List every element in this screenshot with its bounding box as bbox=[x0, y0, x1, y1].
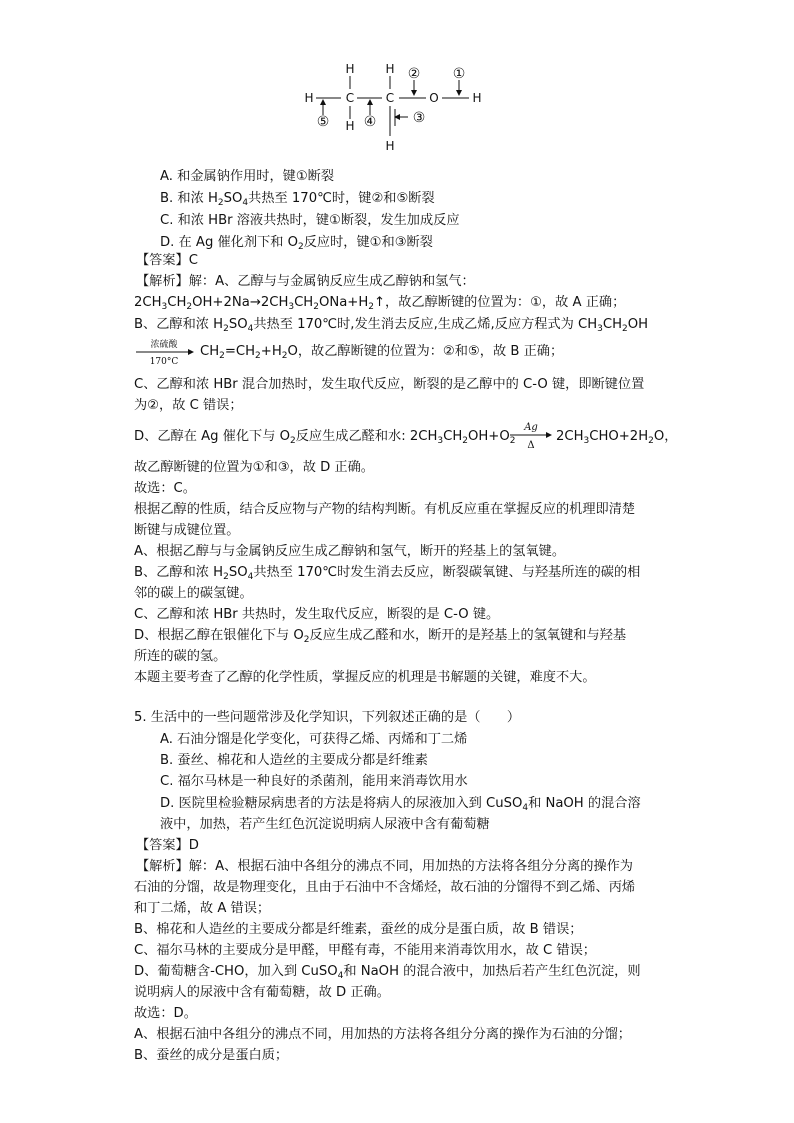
ethanol-structure bbox=[295, 58, 505, 166]
q5-analysis-l9: A、根据石油中各组分的沸点不同，用加热的方法将各组分分离的操作为石油的分馏； bbox=[134, 1027, 631, 1042]
q5-option-b: B. 蚕丝、棉花和人造丝的主要成分都是纤维素 bbox=[160, 753, 428, 768]
q4-analysis-l13: B、乙醇和浓 $H_2SO_4$共热至 170℃时发生消去反应，断裂碳氧键、与羟基所连的碳的相 bbox=[134, 565, 641, 582]
condition-bottom: 170°C bbox=[149, 357, 179, 367]
atom-h-bottom-1: H bbox=[345, 119, 355, 133]
q4-analysis-l10: 根据乙醇的性质，结合反应物与产物的结构判断。有机反应重在掌握反应的机理即清楚 bbox=[134, 502, 636, 517]
q4-option-a: A. 和金属钠作用时，键①断裂 bbox=[160, 169, 335, 184]
q4-analysis-l7: D、乙醇在 Ag 催化下与 $O_2$反应生成乙醛和水: $2CH_3CH_2OH+O_2$ bbox=[134, 429, 516, 446]
q5-option-d-line2: 液中，加热，若产生红色沉淀说明病人尿液中含有葡萄糖 bbox=[160, 817, 490, 832]
q4-option-c: C. 和浓 HBr 溶液共热时，键①断裂，发生加成反应 bbox=[160, 213, 460, 228]
q5-analysis-l1: 【解析】解：A、根据石油中各组分的沸点不同，用加热的方法将各组分分离的操作为 bbox=[136, 859, 633, 874]
atom-h-right: H bbox=[472, 91, 482, 105]
q4-analysis-l8: 故乙醇断键的位置为①和③，故 D 正确。 bbox=[134, 460, 374, 475]
q4-analysis-l4: $CH_2=CH_2+H_2O$，故乙醇断键的位置为：②和⑤，故 B 正确； bbox=[200, 344, 564, 361]
atom-h-top-2: H bbox=[385, 62, 395, 76]
ethanol-structure-diagram bbox=[295, 58, 505, 166]
q5-option-c: C. 福尔马林是一种良好的杀菌剂，能用来消毒饮用水 bbox=[160, 774, 468, 789]
q4-analysis-l17: 所连的碳的氢。 bbox=[134, 649, 227, 664]
q5-analysis-l6: D、葡萄糖含-CHO，加入到 CuSO$_4$和 NaOH 的混合液中，加热后若产生红色沉淀，则 bbox=[134, 964, 641, 981]
q4-option-b: B. 和浓 $H_2SO_4$共热至 170℃时，键②和⑤断裂 bbox=[160, 191, 435, 208]
q4-analysis-l9: 故选：C。 bbox=[134, 481, 196, 496]
bond-label-3: ③ bbox=[412, 110, 426, 126]
bond-label-1: ① bbox=[452, 66, 466, 82]
q4-analysis-l1: 【解析】解：A、乙醇与与金属钠反应生成乙醇钠和氢气： bbox=[136, 274, 475, 289]
q5-analysis-l7: 说明病人的尿液中含有葡萄糖，故 D 正确。 bbox=[134, 985, 390, 1000]
bond-label-5: ⑤ bbox=[316, 114, 330, 130]
q4-option-d: D. 在 Ag 催化剂下和 $O_2$反应时，键①和③断裂 bbox=[160, 235, 433, 252]
q5-analysis-l4: B、棉花和人造丝的主要成分都是纤维素，蚕丝的成分是蛋白质，故 B 错误； bbox=[134, 922, 583, 937]
q4-analysis-l3: B、乙醇和浓 $H_2SO_4$共热至 170℃时,发生消去反应,生成乙烯,反应方程式为 $CH_3CH_2OH$ bbox=[134, 317, 649, 334]
q4-analysis-l2: $2CH_3CH_2OH+2Na\to 2CH_3CH_2ONa+H_2↑$，故乙醇断键的位置为：①，故 A 正确； bbox=[134, 295, 626, 312]
q4-analysis-l11: 断键与成键位置。 bbox=[134, 523, 240, 538]
q5-stem: 5. 生活中的一些问题常涉及化学知识，下列叙述正确的是（ ） bbox=[134, 710, 521, 725]
q4-analysis-l5: C、乙醇和浓 HBr 混合加热时，发生取代反应，断裂的是乙醇中的 C-O 键，即断键位置 bbox=[134, 377, 645, 392]
atom-h-left: H bbox=[304, 91, 314, 105]
q4-analysis-l14: 邻的碳上的碳氢键。 bbox=[134, 586, 253, 601]
bond-label-2: ② bbox=[407, 66, 421, 82]
q4-analysis-l16: D、根据乙醇在银催化下与 $O_2$反应生成乙醛和水，断开的是羟基上的氢氧键和与羟基 bbox=[134, 628, 627, 645]
q4-analysis-l6: 为②，故 C 错误； bbox=[134, 398, 243, 413]
q5-analysis-l8: 故选：D。 bbox=[134, 1006, 197, 1021]
q5-analysis-l3: 和丁二烯，故 A 错误； bbox=[134, 901, 271, 916]
q4-analysis-l18: 本题主要考查了乙醇的化学性质，掌握反应的机理是书解题的关键，难度不大。 bbox=[134, 670, 596, 685]
q5-analysis-l10: B、蚕丝的成分是蛋白质； bbox=[134, 1048, 289, 1063]
reaction-arrow-conc-sulfuric bbox=[134, 337, 196, 369]
q5-option-a: A. 石油分馏是化学变化，可获得乙烯、丙烯和丁二烯 bbox=[160, 732, 468, 747]
q5-answer: 【答案】D bbox=[136, 838, 199, 853]
q5-analysis-l2: 石油的分馏，故是物理变化，且由于石油中不含烯烃，故石油的分馏得不到乙烯、丙烯 bbox=[134, 880, 636, 895]
q5-option-d-line1: D. 医院里检验糖尿病患者的方法是将病人的尿液加入到 CuSO$_4$和 NaOH 的混合溶 bbox=[160, 796, 641, 813]
q4-analysis-l12: A、根据乙醇与与金属钠反应生成乙醇钠和氢气，断开的羟基上的氢氧键。 bbox=[134, 544, 566, 559]
atom-c1: C bbox=[345, 91, 355, 105]
catalyst-bottom: Δ bbox=[527, 440, 535, 451]
atom-h-bottom-2: H bbox=[385, 139, 395, 153]
q4-analysis-l15: C、乙醇和浓 HBr 共热时，发生取代反应，断裂的是 C-O 键。 bbox=[134, 607, 500, 622]
atom-h-top-1: H bbox=[345, 62, 355, 76]
q4-answer: 【答案】C bbox=[136, 253, 198, 268]
atom-c2: C bbox=[385, 91, 395, 105]
q4-analysis-l7-product: $2CH_3CHO+2H_2O$， bbox=[556, 429, 678, 446]
reaction-arrow-silver-catalyst bbox=[508, 420, 554, 452]
condition-top: 浓硫酸 bbox=[150, 340, 178, 350]
q5-analysis-l5: C、福尔马林的主要成分是甲醛，甲醛有毒，不能用来消毒饮用水，故 C 错误； bbox=[134, 943, 596, 958]
bond-label-4: ④ bbox=[363, 114, 377, 130]
atom-o: O bbox=[429, 91, 439, 105]
catalyst-top: Ag bbox=[524, 422, 538, 433]
